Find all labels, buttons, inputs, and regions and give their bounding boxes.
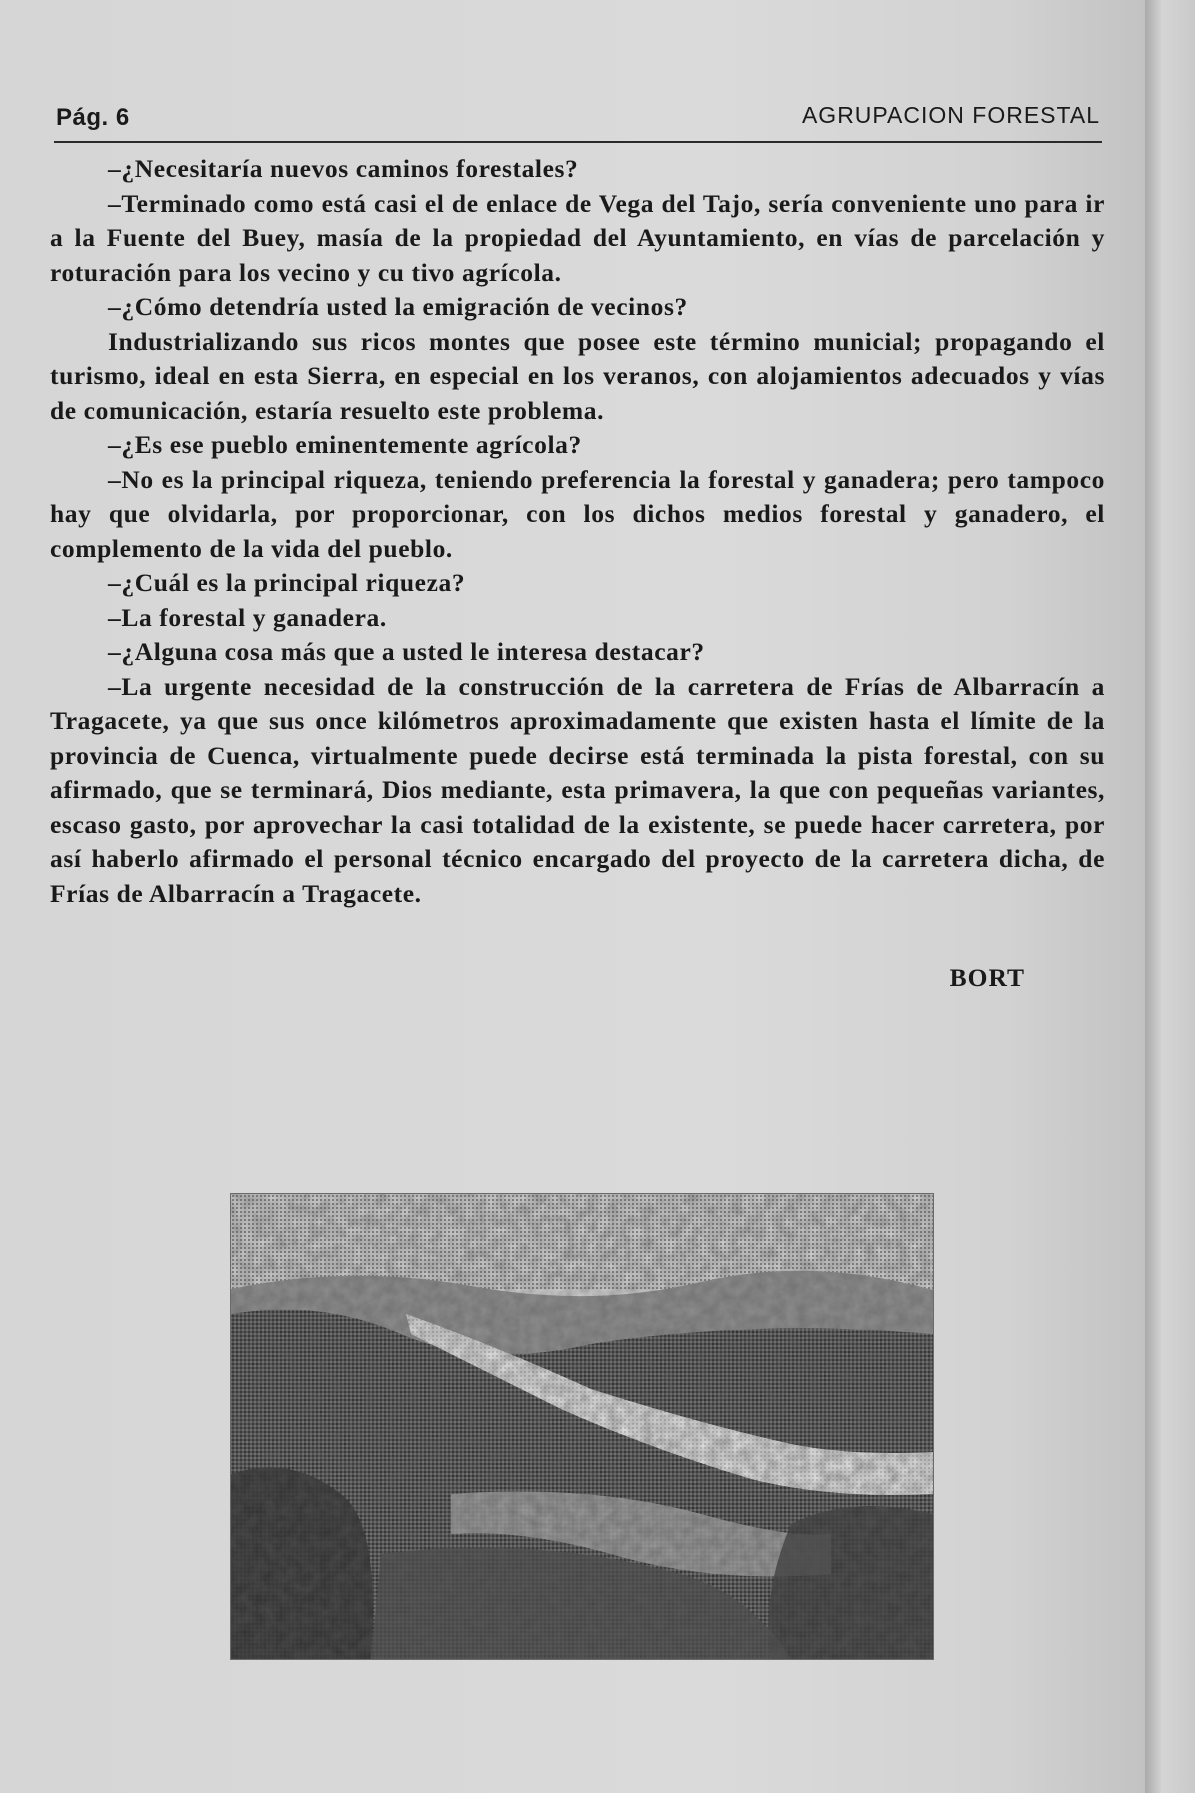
question-paragraph: –¿Alguna cosa más que a usted le interesa destacar? bbox=[108, 637, 705, 666]
page-number: Pág. 6 bbox=[56, 104, 130, 131]
answer-paragraph: –Terminado como está casi el de enlace de Vega del Tajo, sería conveniente uno para ir a la Fuente del Buey, masía de la propiedad del Ayuntamiento, en vías de parcelación y roturación para los vecino y cu tivo agrícola. bbox=[50, 188, 1105, 287]
answer-paragraph: –La urgente necesidad de la construcción de la carretera de Frías de Albarracín a Tragacete, ya que sus once kilómetros aproximadamente que existen hasta el límite de la provincia de Cuenca, virtualmente puede decirse está terminada la pista forestal, con su afirmado, que se terminará, Dios mediante, esta primavera, la que con pequeñas variantes, escaso gasto, por aprovechar la casi totalidad de la existente, se puede hacer carretera, por así haberlo afirmado el personal técnico encargado del proyecto de la carretera dicha, de Frías de Albarracín a Tragacete. bbox=[50, 671, 1105, 908]
question-paragraph: –¿Cuál es la principal riqueza? bbox=[108, 568, 466, 597]
question-paragraph: –¿Es ese pueblo eminentemente agrícola? bbox=[108, 430, 582, 459]
answer-paragraph: Industrializando sus ricos montes que posee este término municial; propagando el turismo, ideal en esta Sierra, en especial en los veranos, con alojamientos adecuados y vías de comunicación, estaría resuelto este problema. bbox=[50, 326, 1105, 425]
question-paragraph: –¿Necesitaría nuevos caminos forestales? bbox=[108, 154, 579, 183]
header-rule bbox=[54, 141, 1102, 143]
page-edge-shadow bbox=[1145, 0, 1195, 1793]
answer-paragraph: –No es la principal riqueza, teniendo preferencia la forestal y ganadera; pero tampoco hay que olvidarla, por proporcionar, con los dichos medios forestal y ganadero, el complemento de la vida del pueblo. bbox=[50, 464, 1105, 563]
article-body bbox=[50, 152, 1105, 911]
answer-paragraph: –La forestal y ganadera. bbox=[108, 602, 387, 632]
landscape-photo bbox=[230, 1193, 934, 1660]
author-signature: BORT bbox=[949, 963, 1025, 992]
question-paragraph: –¿Cómo detendría usted la emigración de vecinos? bbox=[108, 292, 688, 321]
page-header bbox=[56, 98, 1100, 138]
journal-title: AGRUPACION FORESTAL bbox=[801, 102, 1100, 128]
